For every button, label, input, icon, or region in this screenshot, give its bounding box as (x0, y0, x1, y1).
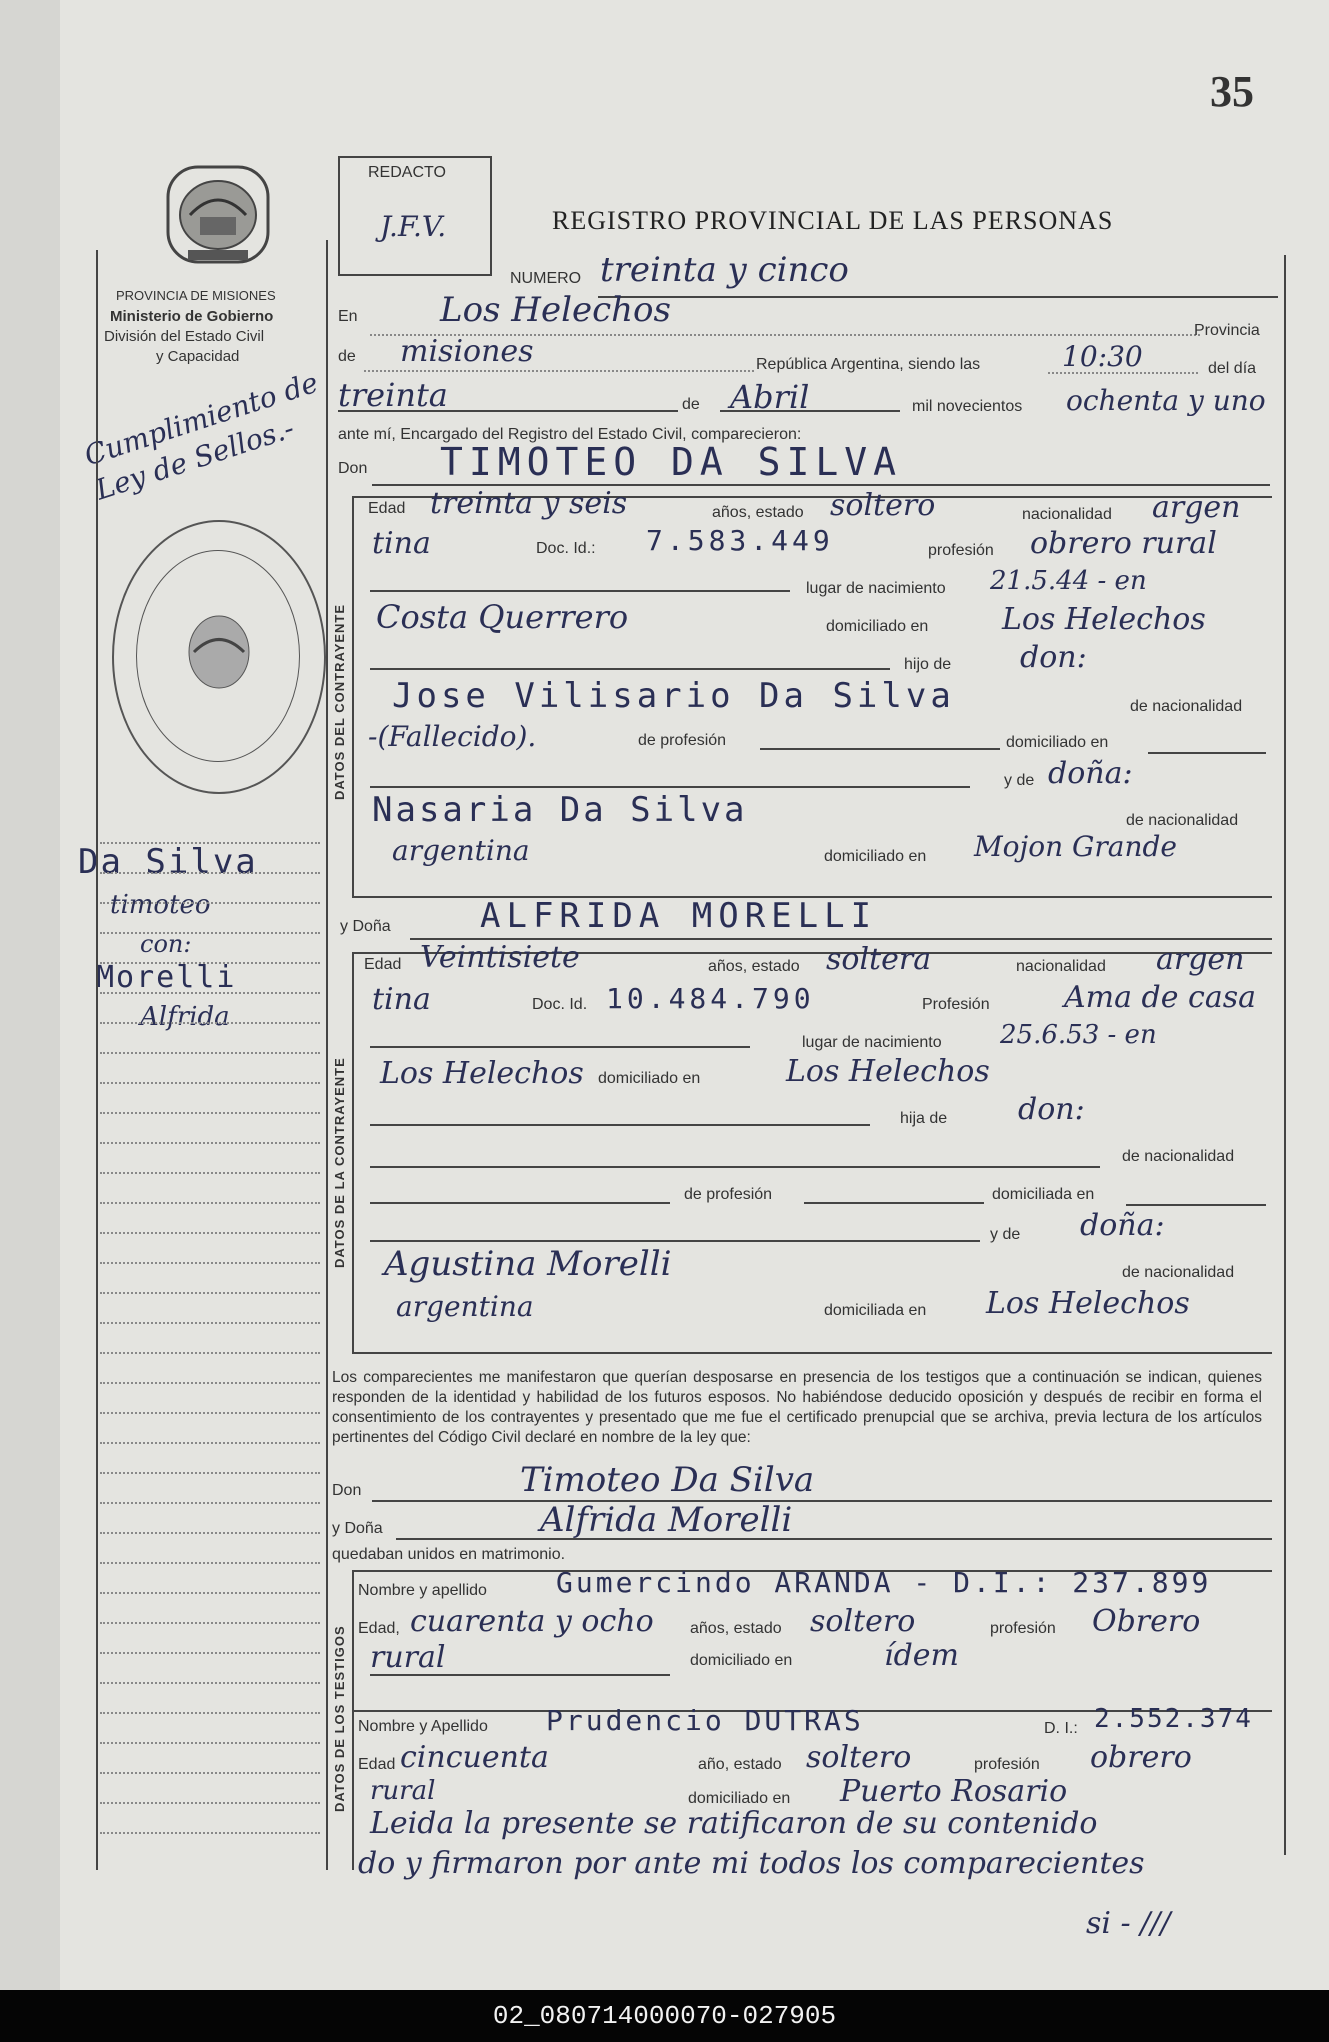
margin-guide-line (100, 1832, 320, 1834)
groom-nac-value-2: tina (372, 526, 431, 561)
declaration-text: Los comparecientes me manifestaron que querían desposarse en presencia de los testigos que a continuación se indican, quienes responden de la identidad y habilidad de los futuros esposos. No habiéndose deducido oposición y después de recibir en forma el consentimiento de los contrayentes y presentado que me fue el certificado prenupcial que se archiva, previa lectura de los artículos pertinentes del Código Civil declaré en nombre de la ley que: (332, 1369, 1262, 1446)
closing-line-1: Leida la presente se ratificaron de su contenido (370, 1806, 1098, 1841)
margin-guide-line (100, 1532, 320, 1534)
margin-guide-line (100, 1352, 320, 1354)
w1-prof-value: Obrero (1092, 1604, 1201, 1639)
bride-father-dom-label: domiciliada en (992, 1186, 1095, 1203)
w1-prof-value-2: rural (370, 1640, 446, 1675)
groom-box-border (352, 496, 354, 896)
capacidad-label: y Capacidad (156, 348, 240, 365)
groom-prof-label: profesión (928, 542, 994, 559)
left-column-border (96, 250, 98, 1870)
margin-guide-line (100, 1472, 320, 1474)
w1-dom-value: ídem (884, 1638, 959, 1673)
bride-mother-dom: Los Helechos (986, 1286, 1190, 1321)
registry-title: REGISTRO PROVINCIAL DE LAS PERSONAS (552, 206, 1114, 235)
w2-prof-label: profesión (974, 1756, 1040, 1773)
groom-edad-value: treinta y seis (430, 486, 628, 521)
bride-yde-value: doña: (1080, 1208, 1165, 1243)
bride-nac-value-2: tina (372, 982, 431, 1017)
bride-mother-name: Agustina Morelli (384, 1244, 672, 1284)
margin-guide-line (100, 1292, 320, 1294)
w1-edad-value: cuarenta y ocho (410, 1604, 654, 1639)
redacto-label: REDACTO (368, 164, 446, 181)
bride-dom-label: domiciliado en (598, 1070, 701, 1087)
groom-mother-nac-label: de nacionalidad (1126, 812, 1239, 829)
groom-nac-value: argen (1152, 490, 1241, 525)
w2-name-value: Prudencio DUTRAS (546, 1704, 864, 1737)
dia-value: treinta (338, 376, 448, 414)
en-label: En (338, 308, 358, 325)
bride-estado-value: soltera (826, 942, 932, 977)
bride-lugar-value: 25.6.53 - en (1000, 1020, 1157, 1050)
bride-father-nac-label: de nacionalidad (1122, 1148, 1235, 1165)
bride-section-label: DATOS DE LA CONTRAYENTE (332, 1057, 347, 1268)
closing-signature: si - /// (1086, 1906, 1171, 1941)
bride-mother-nac: argentina (396, 1290, 534, 1323)
bride-nac-label: nacionalidad (1016, 958, 1106, 975)
margin-guide-line (100, 1082, 320, 1084)
right-border (1284, 255, 1286, 1855)
w1-name-label: Nombre y apellido (358, 1582, 487, 1599)
margin-name-1: Da Silva (78, 842, 258, 882)
redacto-box (338, 156, 492, 276)
groom-name: TIMOTEO DA SILVA (440, 440, 903, 484)
groom-mother-nac: argentina (392, 834, 530, 867)
groom-yde-label: y de (1004, 772, 1035, 789)
margin-name-5: Alfrida (140, 1002, 230, 1032)
margin-name-2: timoteo (110, 890, 211, 920)
groom-edad-label: Edad (368, 500, 406, 517)
w2-di-value: 2.552.374 (1094, 1704, 1253, 1734)
margin-guide-line (100, 1172, 320, 1174)
coat-of-arms-icon (160, 155, 275, 270)
w2-prof-value: obrero (1090, 1740, 1192, 1775)
groom-prof-value: obrero rural (1030, 526, 1217, 561)
hora-value: 10:30 (1062, 340, 1143, 373)
bride-prof-value: Ama de casa (1064, 980, 1256, 1015)
groom-dom-value: Los Helechos (1002, 602, 1206, 637)
margin-guide-line (100, 932, 320, 934)
stamp-tax-note: Cumplimiento de Ley de Sellos.- (80, 365, 323, 507)
w1-anos-label: años, estado (690, 1620, 782, 1637)
bride-doc-value: 10.484.790 (606, 982, 815, 1015)
registry-seal (112, 520, 326, 794)
margin-guide-line (100, 1802, 320, 1804)
de-value: misiones (400, 334, 534, 369)
bride-prof-label: Profesión (922, 996, 990, 1013)
republica-label: República Argentina, siendo las (756, 356, 981, 373)
margin-guide-line (100, 1712, 320, 1714)
bride-lugar-value-2: Los Helechos (380, 1056, 584, 1091)
margin-guide-line (100, 1682, 320, 1684)
en-value: Los Helechos (440, 290, 671, 330)
groom-mother-dom-label: domiciliado en (824, 848, 927, 865)
seal-emblem-icon (184, 612, 254, 692)
groom-doc-value: 7.583.449 (646, 524, 834, 557)
w1-dom-label: domiciliado en (690, 1652, 793, 1669)
groom-father-status: -(Fallecido). (368, 720, 537, 753)
groom-estado-value: soltero (830, 488, 936, 523)
bride-nac-value: argen (1156, 942, 1245, 977)
groom-mother-dom: Mojon Grande (974, 830, 1177, 863)
de2-label: de (682, 396, 700, 413)
scan-footer-code: 02_080714000070-027905 (0, 1990, 1329, 2042)
witness-box-border (352, 1570, 354, 1870)
w2-edad-value: cincuenta (400, 1740, 549, 1775)
groom-hijo-label: hijo de (904, 656, 952, 673)
bride-lugar-label: lugar de nacimiento (802, 1034, 942, 1051)
groom-father-name: Jose Vilisario Da Silva (392, 676, 955, 716)
margin-guide-line (100, 1232, 320, 1234)
bride-dom-value: Los Helechos (786, 1054, 990, 1089)
bride-mother-dom-label: domiciliada en (824, 1302, 927, 1319)
decl-don-label: Don (332, 1482, 362, 1499)
margin-guide-line (100, 1562, 320, 1564)
main-column-border (326, 240, 328, 1870)
numero-value: treinta y cinco (600, 250, 849, 290)
margin-name-3: con: (140, 930, 192, 958)
margin-guide-line (100, 1652, 320, 1654)
bride-mother-nac-label: de nacionalidad (1122, 1264, 1235, 1281)
bride-name: ALFRIDA MORELLI (480, 896, 878, 936)
margin-guide-line (100, 962, 320, 964)
bride-hija-label: hija de (900, 1110, 948, 1127)
margin-guide-line (100, 992, 320, 994)
groom-dom-label: domiciliado en (826, 618, 929, 635)
dona-label: y Doña (340, 918, 391, 935)
margin-guide-line (100, 1622, 320, 1624)
groom-father-dom-label: domiciliado en (1006, 734, 1109, 751)
margin-guide-line (100, 1202, 320, 1204)
margin-guide-line (100, 1772, 320, 1774)
w2-dom-value: Puerto Rosario (840, 1774, 1068, 1809)
closing-line-2: do y firmaron por ante mi todos los comparecientes (358, 1846, 1145, 1881)
margin-guide-line (100, 902, 320, 904)
margin-guide-line (100, 1112, 320, 1114)
bride-hija-value: don: (1018, 1092, 1085, 1127)
de-label: de (338, 348, 356, 365)
bride-anos-label: años, estado (708, 958, 800, 975)
margin-guide-line (100, 1322, 320, 1324)
margin-guide-line (100, 1382, 320, 1384)
decl-dona-value: Alfrida Morelli (540, 1500, 793, 1540)
w1-name-value: Gumercindo ARANDA - D.I.: 237.899 (556, 1566, 1212, 1599)
groom-hijo-value: don: (1020, 640, 1087, 675)
redacto-initials: J.F.V. (380, 210, 447, 243)
bride-doc-label: Doc. Id. (532, 996, 588, 1013)
w2-name-label: Nombre y Apellido (358, 1718, 488, 1735)
bride-father-prof-label: de profesión (684, 1186, 773, 1203)
w2-estado-value: soltero (806, 1740, 912, 1775)
w1-edad-label: Edad, (358, 1620, 400, 1637)
page-number: 35 (1210, 67, 1254, 116)
w2-prof-value-2: rural (370, 1776, 436, 1806)
mes-value: Abril (730, 378, 810, 416)
quedaban-text: quedaban unidos en matrimonio. (332, 1546, 566, 1563)
decl-don-value: Timoteo Da Silva (520, 1460, 815, 1500)
groom-lugar-value: 21.5.44 - en (990, 566, 1147, 596)
province-label: PROVINCIA DE MISIONES (116, 288, 276, 303)
bride-yde-label: y de (990, 1226, 1021, 1243)
groom-anos-label: años, estado (712, 504, 804, 521)
margin-guide-line (100, 1412, 320, 1414)
margin-guide-line (100, 1262, 320, 1264)
margin-guide-line (100, 1592, 320, 1594)
margin-guide-line (100, 842, 320, 844)
mil-label: mil novecientos (912, 398, 1023, 415)
margin-guide-line (100, 1442, 320, 1444)
margin-guide-line (100, 1052, 320, 1054)
margin-guide-line (100, 1502, 320, 1504)
groom-father-nac-label: de nacionalidad (1130, 698, 1243, 715)
division-label: División del Estado Civil (104, 328, 265, 345)
margin-guide-line (100, 872, 320, 874)
bride-edad-label: Edad (364, 956, 402, 973)
bride-edad-value: Veintisiete (420, 940, 580, 975)
w1-estado-value: soltero (810, 1604, 916, 1639)
margin-guide-line (100, 1142, 320, 1144)
numero-label: NUMERO (510, 270, 582, 287)
ministry-label: Ministerio de Gobierno (110, 308, 274, 325)
groom-section-label: DATOS DEL CONTRAYENTE (332, 603, 347, 800)
groom-mother-name: Nasaria Da Silva (372, 790, 748, 830)
w2-edad-label: Edad (358, 1756, 396, 1773)
groom-doc-label: Doc. Id.: (536, 540, 596, 557)
w2-di-label: D. I.: (1044, 1720, 1078, 1737)
anio-value: ochenta y uno (1066, 384, 1266, 417)
ante-mi-text: ante mí, Encargado del Registro del Estado Civil, comparecieron: (338, 426, 802, 443)
groom-father-prof-label: de profesión (638, 732, 727, 749)
don-label: Don (338, 460, 368, 477)
margin-guide-line (100, 1022, 320, 1024)
provincia-label: Provincia (1194, 322, 1260, 339)
groom-lugar-label: lugar de nacimiento (806, 580, 946, 597)
w2-dom-label: domiciliado en (688, 1790, 791, 1807)
groom-lugar-value-2: Costa Querrero (376, 598, 629, 636)
groom-yde-value: doña: (1048, 756, 1133, 791)
margin-guide-line (100, 1742, 320, 1744)
bride-box-border (352, 952, 354, 1352)
w2-anos-label: año, estado (698, 1756, 782, 1773)
witness-section-label: DATOS DE LOS TESTIGOS (332, 1625, 347, 1812)
decl-dona-label: y Doña (332, 1520, 383, 1537)
margin-name-4: Morelli (96, 960, 237, 995)
del-dia-label: del día (1208, 360, 1257, 377)
w1-prof-label: profesión (990, 1620, 1056, 1637)
groom-nac-label: nacionalidad (1022, 506, 1112, 523)
